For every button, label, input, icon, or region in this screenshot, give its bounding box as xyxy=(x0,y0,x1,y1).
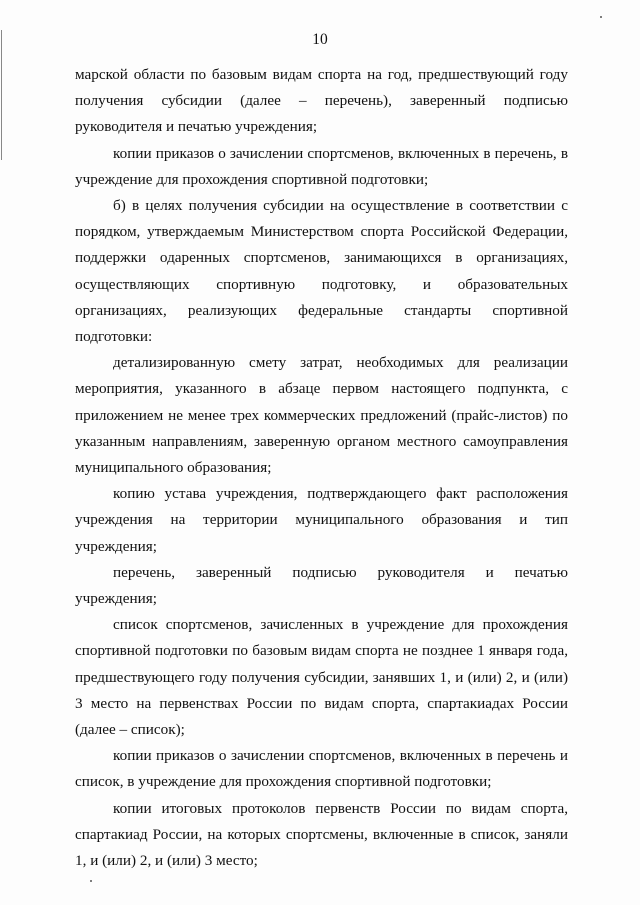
paragraph: перечень, заверенный подписью руководителя и печатью учреждения; xyxy=(75,563,568,608)
page-number: 10 xyxy=(312,31,328,48)
paragraph: копии приказов о зачислении спортсменов, включенных в перечень, в учреждение для прохождения спортивной подготовки; xyxy=(75,144,568,188)
paragraph: копию устава учреждения, подтверждающего факт расположения учреждения на территории муниципального образования и тип учреждения; xyxy=(75,485,568,555)
paragraph: список спортсменов, зачисленных в учреждение для прохождения спортивной подготовки по базовым видам спорта не позднее 1 января года, предшествующего году получения субсидии, занявших 1, и (или) 2, и (или) 3 место на первенствах России по видам спорта, спартакиадах России (далее – список); xyxy=(75,616,568,739)
paragraph: детализированную смету затрат, необходимых для реализации мероприятия, указанного в абзаце первом настоящего подпункта, с приложением не менее трех коммерческих предложений (прайс-листов) по указанным направлениям, заверенную органом местного самоуправления муниципального образования; xyxy=(75,354,568,477)
body-text xyxy=(75,62,568,874)
paragraph: копии итоговых протоколов первенств России по видам спорта, спартакиад России, на которых спортсмены, включенные в список, заняли 1, и (или) 2, и (или) 3 место; xyxy=(75,799,568,870)
paragraph-continuation: марской области по базовым видам спорта на год, предшествующий году получения субсидии (далее – перечень), заверенный подписью руководителя и печатью учреждения; xyxy=(75,66,568,136)
scan-edge-mark xyxy=(1,30,2,160)
scan-speck xyxy=(90,880,92,882)
paragraph: б) в целях получения субсидии на осуществление в соответствии с порядком, утверждаемым Министерством спорта Российской Федерации, поддержки одаренных спортсменов, занимающихся в организациях, осуществляющих спортивную подготовку, и образовательных организациях, реализующих федеральные стандарты спортивной подготовки: xyxy=(75,197,568,346)
scan-speck xyxy=(600,16,602,18)
paragraph: копии приказов о зачислении спортсменов, включенных в перечень и список, в учреждение для прохождения спортивной подготовки; xyxy=(75,747,568,791)
